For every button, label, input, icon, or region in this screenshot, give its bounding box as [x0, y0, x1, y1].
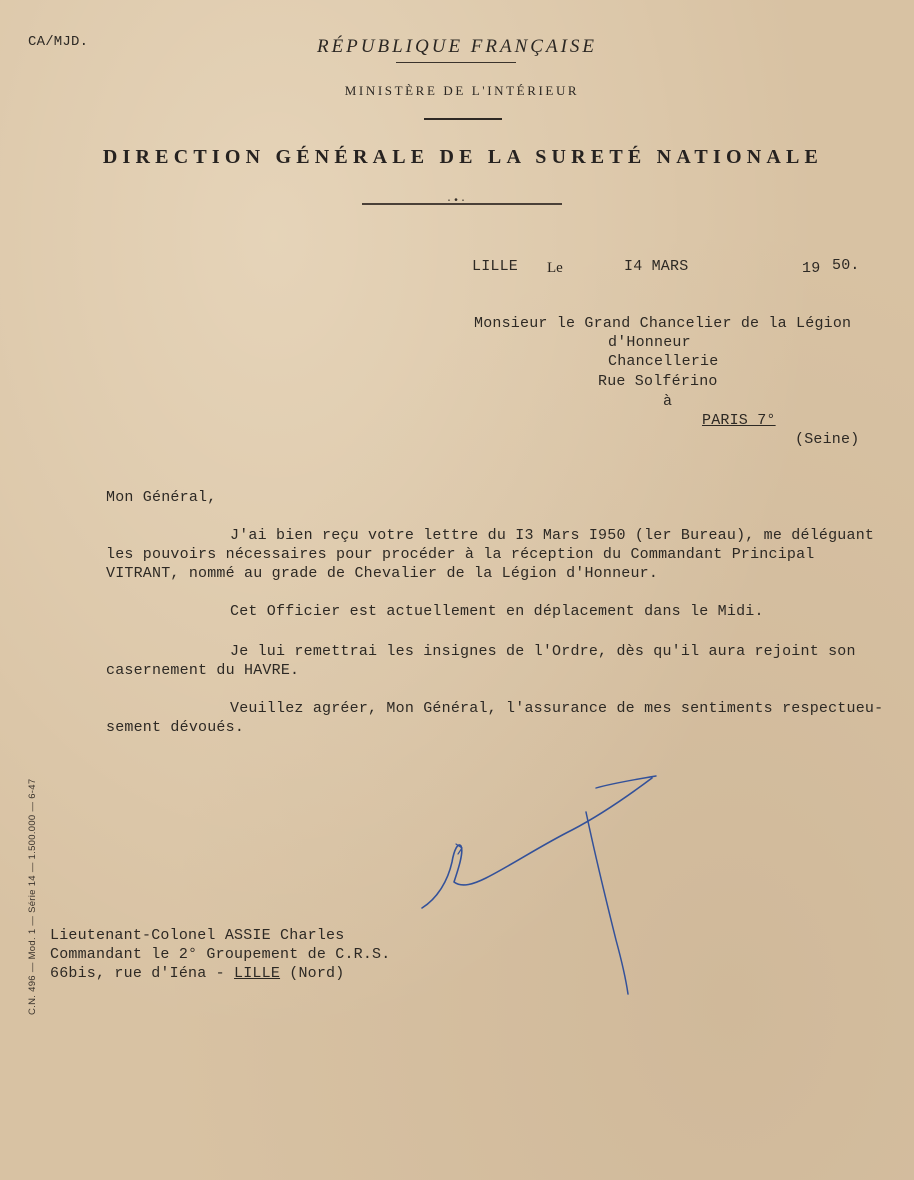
dateline-year-suffix: 50.	[832, 257, 860, 274]
recipient-line: à	[663, 393, 673, 410]
signatory-title: Commandant le 2° Groupement de C.R.S.	[50, 946, 391, 963]
dateline-place: LILLE	[472, 258, 519, 275]
republic-heading: RÉPUBLIQUE FRANÇAISE	[316, 36, 598, 57]
dateline-date: I4 MARS	[624, 258, 689, 275]
direction-heading: DIRECTION GÉNÉRALE DE LA SURETÉ NATIONALE	[102, 146, 824, 168]
reference-code: CA/MJD.	[28, 34, 89, 50]
form-reference-vertical: C.N. 496 — Mod. 1 — Série 14 — 1.500.000 — 6-47	[27, 778, 38, 1015]
dateline-year-prefix: 19	[802, 260, 821, 277]
salutation: Mon Général,	[106, 489, 217, 506]
signatory-address	[50, 965, 344, 982]
dateline-le: Le	[547, 260, 563, 276]
body-line: Cet Officier est actuellement en déplacement dans le Midi.	[230, 603, 764, 620]
body-line: J'ai bien reçu votre lettre du I3 Mars I950 (ler Bureau), me déléguant	[230, 527, 875, 544]
recipient-line: Chancellerie	[608, 353, 719, 370]
recipient-line: Monsieur le Grand Chancelier de la Légion	[474, 315, 852, 332]
body-line: casernement du HAVRE.	[106, 662, 300, 679]
signatory-name: Lieutenant-Colonel ASSIE Charles	[50, 927, 345, 944]
handwritten-signature	[410, 770, 660, 1000]
body-line: Je lui remettrai les insignes de l'Ordre, dès qu'il aura rejoint son	[230, 643, 856, 660]
recipient-line: Rue Solférino	[598, 373, 718, 390]
ministry-heading: MINISTÈRE DE L'INTÉRIEUR	[344, 83, 580, 98]
recipient-department: (Seine)	[795, 431, 860, 448]
recipient-city: PARIS 7°	[702, 412, 776, 429]
republic-underline	[396, 62, 516, 63]
body-line: sement dévoués.	[106, 719, 245, 736]
ministry-rule	[424, 118, 502, 120]
body-line: Veuillez agréer, Mon Général, l'assurance de mes sentiments respectueu-	[230, 700, 884, 717]
signatory-address-street: 66bis, rue d'Iéna -	[50, 965, 235, 982]
signatory-address-department: (Nord)	[280, 965, 345, 982]
ornament-dots: ·•·	[446, 196, 468, 207]
body-line: VITRANT, nommé au grade de Chevalier de la Légion d'Honneur.	[106, 565, 659, 582]
signatory-address-city: LILLE	[234, 965, 281, 982]
body-line: les pouvoirs nécessaires pour procéder à la réception du Commandant Principal	[106, 546, 815, 563]
recipient-line: d'Honneur	[608, 334, 691, 351]
